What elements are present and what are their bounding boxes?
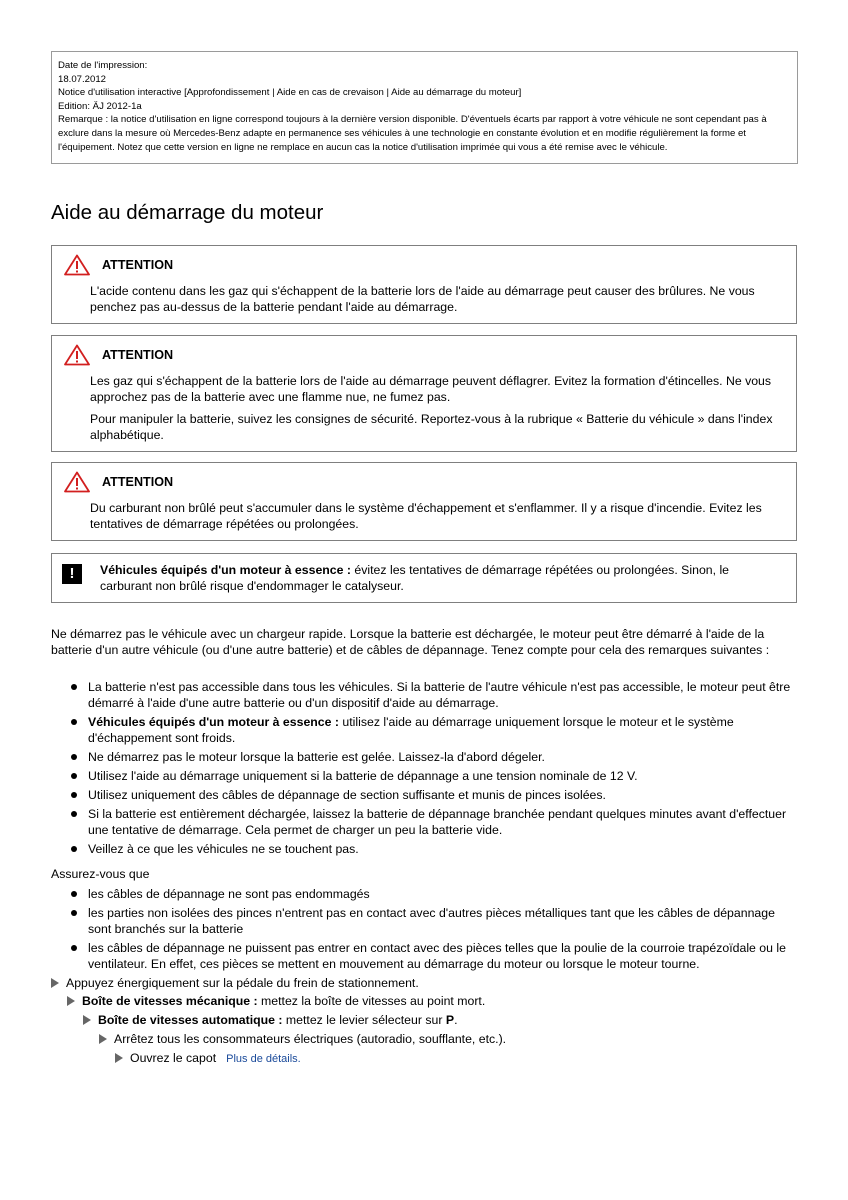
list-item-text: les câbles de dépannage ne sont pas endommagés [88,887,370,901]
list-item-text: Utilisez uniquement des câbles de dépannage de section suffisante et munis de pinces isolées. [88,788,606,802]
list-item-text: Veillez à ce que les véhicules ne se touchent pas. [88,842,359,856]
print-info-box [51,51,798,164]
step-text: mettez le levier sélecteur sur [282,1013,446,1027]
bullet-icon [71,811,77,817]
list-item [70,679,796,711]
step-text: Appuyez énergiquement sur la pédale du frein de stationnement. [66,976,419,990]
list-item-text: Ne démarrez pas le moteur lorsque la batterie est gelée. Laissez-la d'abord dégeler. [88,750,545,764]
ensure-list [70,886,796,975]
bullet-icon [71,754,77,760]
list-item [70,841,796,857]
arrow-right-icon [99,1034,107,1044]
step-text: . [454,1013,458,1027]
note-bold: Véhicules équipés d'un moteur à essence : [100,563,351,577]
note-body: évitez les tentatives de démarrage répétées ou prolongées. Sinon, le carburant non brûlé risque d'endommager le catalyseur. [100,563,730,593]
list-item-bold: Véhicules équipés d'un moteur à essence : [88,715,339,729]
list-item-text: Utilisez l'aide au démarrage uniquement si la batterie de dépannage a une tension nominale de 12 V. [88,769,638,783]
arrow-right-icon [67,996,75,1006]
page-title: Aide au démarrage du moteur [51,201,324,224]
arrow-right-icon [115,1053,123,1063]
list-item [70,940,796,972]
list-item-text: utilisez l'aide au démarrage uniquement lorsque le moteur et le système d'échappement sont froids. [88,715,734,745]
note-text [100,562,784,594]
note-box [51,553,797,603]
list-item [70,806,796,838]
warning-triangle-icon [64,254,90,276]
step-text: mettez la boîte de vitesses au point mort. [257,994,486,1008]
list-item [70,714,796,746]
step-text: Arrêtez tous les consommateurs électriques (autoradio, soufflante, etc.). [114,1032,507,1046]
exclamation-icon: ! [62,564,82,584]
print-date-label: Date de l'impression: [58,60,148,71]
bullet-icon [71,891,77,897]
arrow-right-icon [83,1015,91,1025]
list-item [70,886,796,902]
warning-box-3 [51,462,797,541]
step-4 [99,1031,506,1047]
warning-text: Pour manipuler la batterie, suivez les consignes de sécurité. Reportez-vous à la rubrique « Batterie du véhicule » dans l'index alphabétique. [90,412,773,442]
list-item-text: les parties non isolées des pinces n'entrent pas en contact avec d'autres pièces métalliques tant que les câbles de dépannage sont branchés sur la batterie [88,906,775,936]
intro-paragraph: Ne démarrez pas le véhicule avec un chargeur rapide. Lorsque la batterie est déchargée, le moteur peut être démarré à l'aide de la batterie d'un autre véhicule (ou d'une autre batterie) et de câbles de dépannage. Tenez compte pour cela des remarques suivantes : [51,627,770,657]
warning-triangle-icon [64,344,90,366]
step-bold: Boîte de vitesses automatique : [98,1013,283,1027]
bullet-icon [71,792,77,798]
warning-label: ATTENTION [102,348,174,362]
ensure-label: Assurez-vous que [51,867,150,881]
step-2 [67,993,485,1009]
bullet-icon [71,684,77,690]
list-item [70,905,796,937]
list-item [70,749,796,765]
edition: Edition: ÄJ 2012-1a [58,100,142,112]
bullet-icon [71,773,77,779]
remark: Remarque : la notice d'utilisation en ligne correspond toujours à la dernière version disponible. D'éventuels écarts par rapport à votre véhicule ne sont cependant pas à exclure dans la mesure où Mercedes-Benz adapte en permanence ses véhicules à une technologie en constante évolution et en modifie régulièrement la forme et l'équipement. Notez que cette version en ligne ne remplace en aucun cas la notice d'utilisation imprimée qui vous a été remise avec le véhicule. [58,114,767,153]
step-bold: P [445,1013,455,1027]
print-date: 18.07.2012 [58,73,107,85]
bullet-icon [71,846,77,852]
warning-label: ATTENTION [102,475,174,489]
step-1 [51,975,419,991]
list-item [70,768,796,784]
warning-triangle-icon [64,471,90,493]
warning-box-2 [51,335,797,452]
step-bold: Boîte de vitesses mécanique : [82,994,258,1008]
step-text: Ouvrez le capot [130,1051,217,1065]
list-item-text: les câbles de dépannage ne puissent pas entrer en contact avec des pièces telles que la poulie de la courroie trapézoïdale ou le ventilateur. En effet, ces pièces se mettent en mouvement au démarrage du moteur ou lorsque le moteur tourne. [88,941,786,971]
more-details-link[interactable]: Plus de détails. [226,1053,301,1065]
list-item-text: Si la batterie est entièrement déchargée, laissez la batterie de dépannage branchée pendant quelques minutes avant d'effectuer une tentative de démarrage. Cela permet de charger un peu la batterie vide. [88,807,787,837]
breadcrumb: Notice d'utilisation interactive [Approfondissement | Aide en cas de crevaison | Aide au démarrage du moteur] [58,87,522,99]
step-3 [83,1012,457,1028]
step-5 [115,1050,301,1067]
warning-box-1 [51,245,797,324]
list-item [70,787,796,803]
arrow-right-icon [51,978,59,988]
warning-text: L'acide contenu dans les gaz qui s'échappent de la batterie lors de l'aide au démarrage peut causer des brûlures. Ne vous penchez pas au-dessus de la batterie pendant l'aide au démarrage. [90,284,755,314]
warning-text: Les gaz qui s'échappent de la batterie lors de l'aide au démarrage peuvent déflagrer. Evitez la formation d'étincelles. Ne vous approchez pas de la batterie avec une flamme nue, ne fumez pas. [90,374,772,404]
warning-text: Du carburant non brûlé peut s'accumuler dans le système d'échappement et s'enflammer. Il y a risque d'incendie. Evitez les tentatives de démarrage répétées ou prolongées. [90,501,762,531]
list-item-text: La batterie n'est pas accessible dans tous les véhicules. Si la batterie de l'autre véhicule n'est pas accessible, le moteur peut être démarré à l'aide d'une autre batterie ou d'un dispositif d'aide au démarrage. [88,680,791,710]
warning-label: ATTENTION [102,258,174,272]
remarks-list [70,679,796,860]
bullet-icon [71,719,77,725]
bullet-icon [71,910,77,916]
bullet-icon [71,945,77,951]
